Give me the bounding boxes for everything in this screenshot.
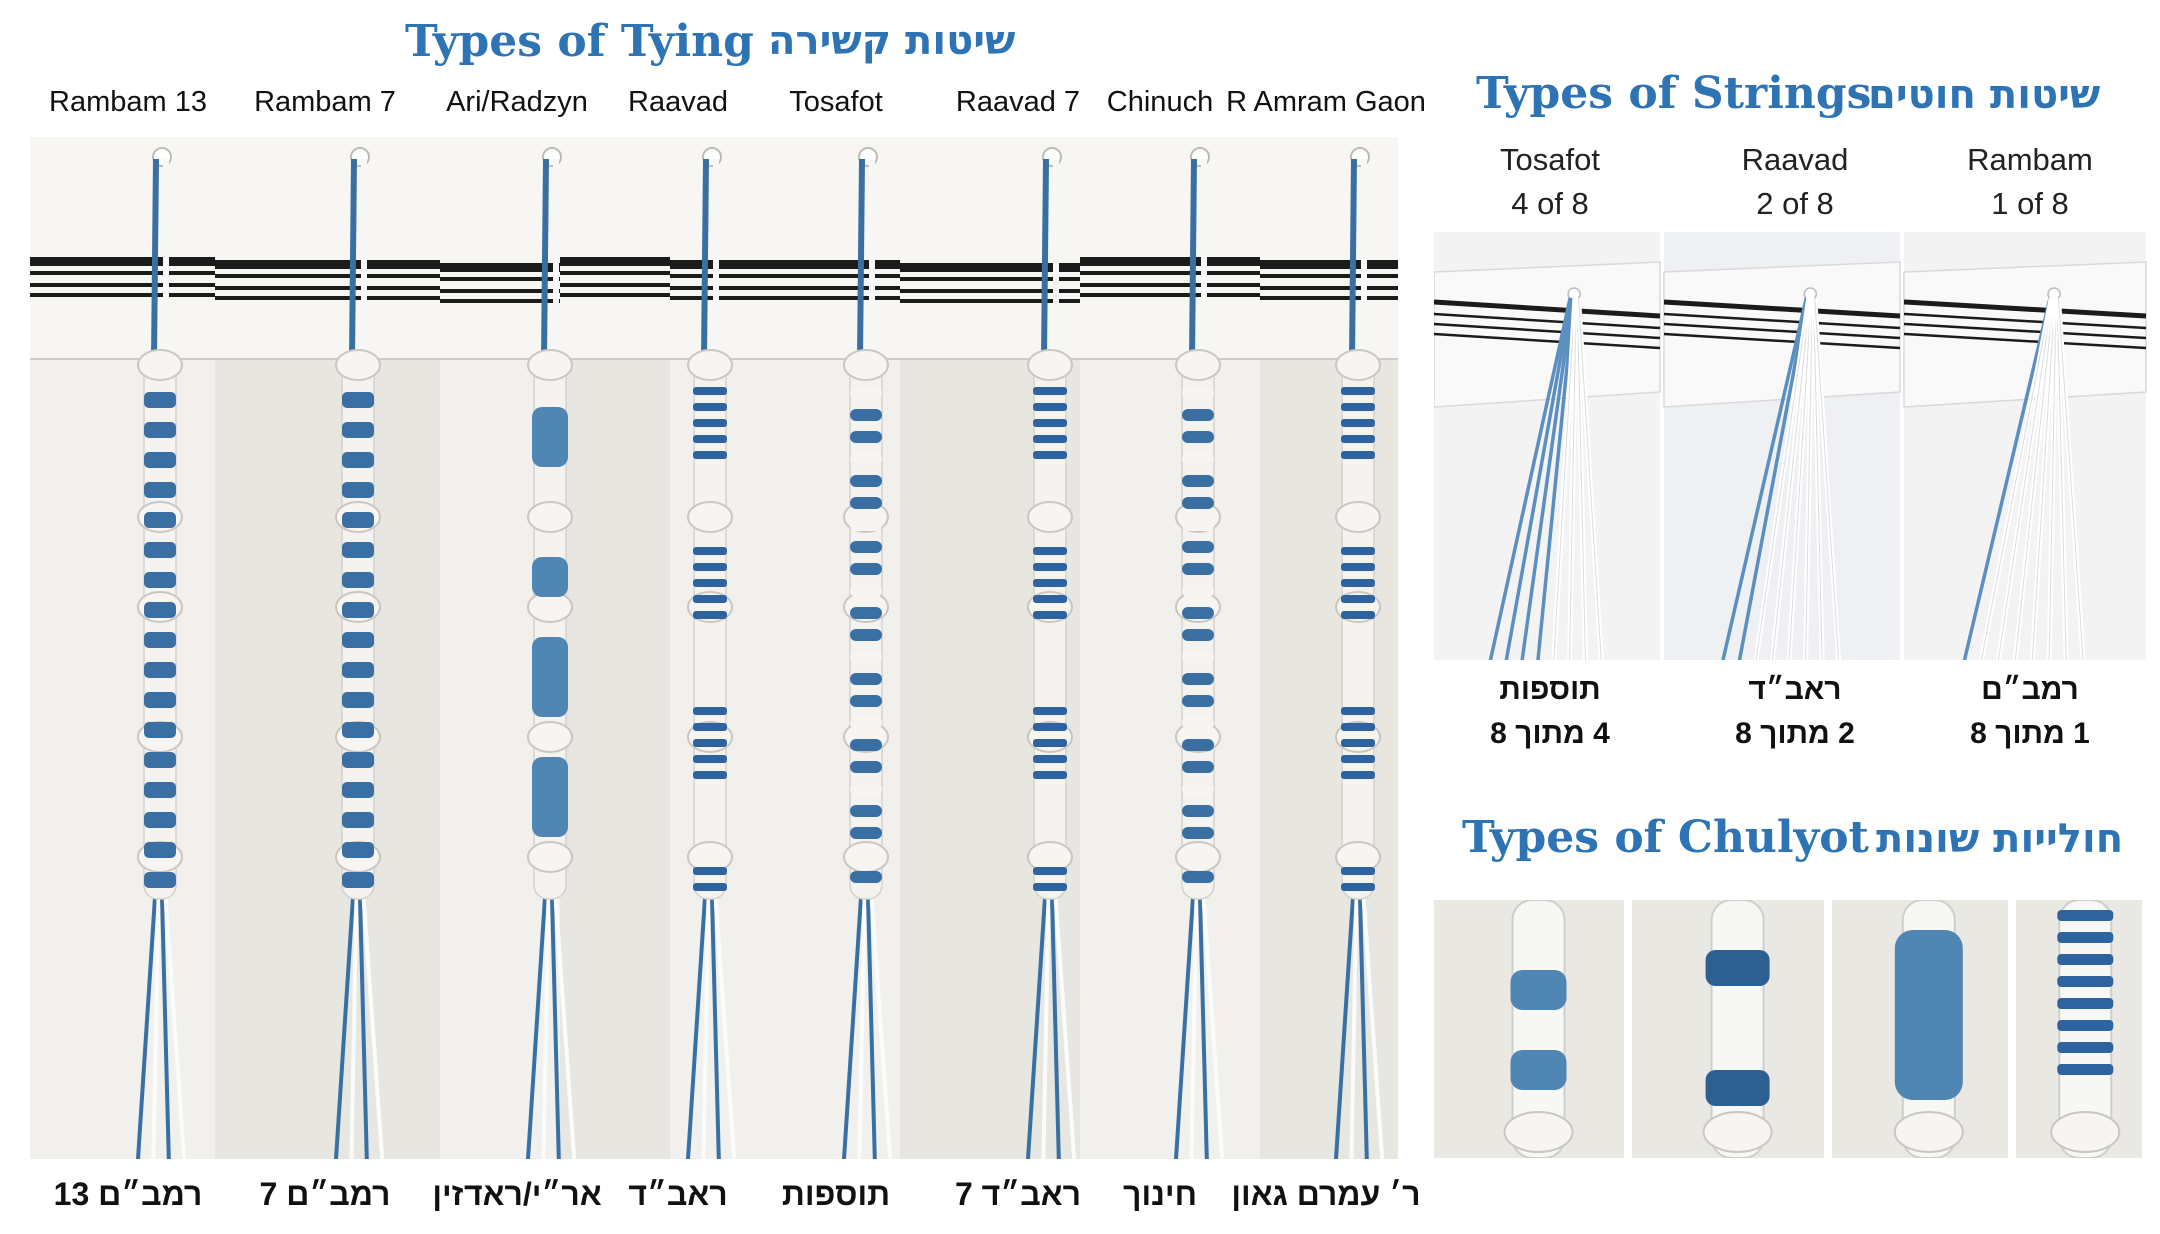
striped-winding xyxy=(693,451,727,459)
chulyot-photo xyxy=(1434,900,2150,1158)
tying-label-en: R Amram Gaon xyxy=(1226,86,1426,118)
strings-panel xyxy=(1904,232,2146,660)
blue-winding xyxy=(144,662,176,678)
mixed-winding xyxy=(850,695,882,707)
mixed-winding xyxy=(850,497,882,509)
strings-ratio-en: 4 of 8 xyxy=(1511,186,1589,221)
tallit-stripe xyxy=(215,260,440,269)
blue-winding xyxy=(144,842,176,858)
chulya-stripe xyxy=(2057,932,2113,943)
double-knot xyxy=(336,350,380,380)
strings-illustration xyxy=(1434,232,2150,660)
blue-winding xyxy=(342,692,374,708)
chulya-stripe xyxy=(2057,954,2113,965)
chulya-stripe xyxy=(2057,1064,2113,1075)
chulya-wrap xyxy=(532,407,568,467)
double-knot xyxy=(1028,502,1072,532)
blue-winding xyxy=(342,512,374,528)
mixed-winding xyxy=(1182,629,1214,641)
tying-label-en: Raavad xyxy=(628,86,728,118)
tallit-stripe xyxy=(30,293,215,297)
striped-winding xyxy=(1341,563,1375,571)
tying-label-en: Tosafot xyxy=(789,86,883,118)
blue-winding xyxy=(144,812,176,828)
blue-winding xyxy=(144,482,176,498)
chulya-wrap xyxy=(532,637,568,717)
mixed-winding xyxy=(850,563,882,575)
chulya-winding xyxy=(1511,1050,1567,1090)
strings-name-he: רמב״ם xyxy=(1981,673,2079,706)
loop-string xyxy=(352,159,354,359)
tallit-stripe xyxy=(30,283,215,287)
tallit-stripe xyxy=(560,271,670,275)
mixed-winding xyxy=(850,387,882,399)
double-knot xyxy=(1028,350,1072,380)
striped-winding xyxy=(693,419,727,427)
chulya-stripe xyxy=(2057,976,2113,987)
chulya-panel xyxy=(1434,900,1624,1158)
striped-winding xyxy=(1341,755,1375,763)
striped-winding xyxy=(1033,867,1067,875)
striped-winding xyxy=(1341,739,1375,747)
strings-name-en: Rambam xyxy=(1967,142,2093,177)
striped-winding xyxy=(1341,707,1375,715)
tying-label-en: Chinuch xyxy=(1106,86,1214,118)
striped-winding xyxy=(1033,579,1067,587)
loop-string xyxy=(544,159,546,359)
mixed-winding xyxy=(850,783,882,795)
striped-winding xyxy=(1033,563,1067,571)
striped-winding xyxy=(1033,419,1067,427)
tallit-corner xyxy=(215,137,440,359)
mixed-winding xyxy=(1182,541,1214,553)
striped-winding xyxy=(1033,883,1067,891)
strings-name-en: Tosafot xyxy=(1500,142,1600,177)
tallit-stripe xyxy=(560,257,670,266)
striped-winding xyxy=(693,723,727,731)
blue-winding xyxy=(342,752,374,768)
striped-winding xyxy=(693,595,727,603)
striped-winding xyxy=(1033,595,1067,603)
loop-string xyxy=(154,159,156,359)
striped-winding xyxy=(693,387,727,395)
blue-winding xyxy=(342,632,374,648)
chulyot-title-en: Types of Chulyot xyxy=(1462,812,1869,863)
striped-winding xyxy=(1341,435,1375,443)
tying-label-he: תוספות xyxy=(781,1176,891,1212)
chulya-winding xyxy=(1706,950,1770,986)
blue-winding xyxy=(144,752,176,768)
tallit-corner xyxy=(1904,262,2146,407)
striped-winding xyxy=(1033,755,1067,763)
tallit-corner xyxy=(1080,137,1260,359)
strings-title-he: שיטות חוטים xyxy=(1868,72,2101,118)
chulya-panel xyxy=(1832,900,2008,1158)
double-knot xyxy=(528,502,572,532)
strings-photo xyxy=(1434,232,2150,660)
striped-winding xyxy=(693,771,727,779)
mixed-winding xyxy=(1182,783,1214,795)
blue-winding xyxy=(144,722,176,738)
strings-panel xyxy=(1434,232,1660,660)
tallit-stripe xyxy=(1080,283,1260,287)
chulya-stripe xyxy=(2057,1020,2113,1031)
double-knot xyxy=(844,350,888,380)
mixed-winding xyxy=(1182,453,1214,465)
striped-winding xyxy=(1341,611,1375,619)
mixed-winding xyxy=(1182,695,1214,707)
mixed-winding xyxy=(1182,827,1214,839)
mixed-winding xyxy=(1182,739,1214,751)
tying-label-he: חינוך xyxy=(1123,1176,1197,1212)
striped-winding xyxy=(1033,435,1067,443)
blue-winding xyxy=(144,422,176,438)
mixed-winding xyxy=(850,431,882,443)
mixed-winding xyxy=(850,673,882,685)
striped-winding xyxy=(693,883,727,891)
blue-winding xyxy=(342,392,374,408)
mixed-winding xyxy=(1182,431,1214,443)
striped-winding xyxy=(1341,579,1375,587)
mixed-winding xyxy=(850,409,882,421)
mixed-winding xyxy=(850,717,882,729)
strings-ratio-he: 2 מתוך 8 xyxy=(1735,717,1855,750)
chulya-stripe xyxy=(2057,998,2113,1009)
chulya-stripe xyxy=(2057,910,2113,921)
blue-winding xyxy=(144,692,176,708)
striped-winding xyxy=(1033,771,1067,779)
mixed-winding xyxy=(850,827,882,839)
mixed-winding xyxy=(1182,805,1214,817)
double-knot xyxy=(528,722,572,752)
blue-winding xyxy=(144,452,176,468)
double-knot xyxy=(1176,350,1220,380)
striped-winding xyxy=(1341,723,1375,731)
tying-label-en: Rambam 7 xyxy=(254,86,396,118)
mixed-winding xyxy=(1182,519,1214,531)
chulya-knot xyxy=(1505,1112,1573,1152)
loop-string xyxy=(860,159,862,359)
striped-winding xyxy=(1033,387,1067,395)
tying-title-en: Types of Tying xyxy=(405,16,754,67)
blue-winding xyxy=(342,572,374,588)
mixed-winding xyxy=(850,739,882,751)
tying-label-he: ראב״ד xyxy=(628,1176,728,1212)
chulya-stripe xyxy=(2057,1042,2113,1053)
striped-winding xyxy=(1033,451,1067,459)
tallit-stripe xyxy=(215,274,440,278)
striped-winding xyxy=(693,547,727,555)
striped-winding xyxy=(1341,771,1375,779)
mixed-winding xyxy=(850,585,882,597)
striped-winding xyxy=(693,739,727,747)
blue-winding xyxy=(144,782,176,798)
tying-tzitzit-illustration xyxy=(30,137,1398,1159)
striped-winding xyxy=(693,435,727,443)
striped-winding xyxy=(693,755,727,763)
striped-winding xyxy=(1033,611,1067,619)
chulya-winding xyxy=(1511,970,1567,1010)
striped-winding xyxy=(1341,387,1375,395)
tying-label-en: Ari/Radzyn xyxy=(446,86,588,118)
tallit-stripe xyxy=(215,286,440,290)
tallit-stripe xyxy=(30,257,215,266)
striped-winding xyxy=(1341,547,1375,555)
blue-winding xyxy=(342,782,374,798)
blue-winding xyxy=(342,452,374,468)
striped-winding xyxy=(1033,707,1067,715)
blue-winding xyxy=(342,422,374,438)
blue-winding xyxy=(342,872,374,888)
mixed-winding xyxy=(850,805,882,817)
mixed-winding xyxy=(1182,849,1214,861)
loop-string xyxy=(1192,159,1194,359)
mixed-winding xyxy=(1182,651,1214,663)
striped-winding xyxy=(693,867,727,875)
tying-label-en: Rambam 13 xyxy=(49,86,207,118)
loop-string xyxy=(1352,159,1354,359)
double-knot xyxy=(528,350,572,380)
strings-name-he: תוספות xyxy=(1499,673,1601,706)
mixed-winding xyxy=(1182,563,1214,575)
tallit-stripe xyxy=(1080,257,1260,266)
blue-winding xyxy=(342,842,374,858)
chulya-wrap xyxy=(532,757,568,837)
striped-winding xyxy=(1341,883,1375,891)
mixed-winding xyxy=(850,519,882,531)
striped-winding xyxy=(1341,867,1375,875)
chulyot-title-he: חולייות שונות xyxy=(1876,816,2124,862)
blue-winding xyxy=(342,482,374,498)
chulya-winding xyxy=(1706,1070,1770,1106)
tallit-corner xyxy=(30,137,215,359)
mixed-winding xyxy=(1182,409,1214,421)
strings-ratio-en: 2 of 8 xyxy=(1756,186,1834,221)
tying-label-he: רמב״ם 13 xyxy=(53,1176,203,1212)
mixed-winding xyxy=(1182,387,1214,399)
blue-winding xyxy=(144,392,176,408)
tallit-stripe xyxy=(1260,260,1398,269)
blue-winding xyxy=(342,812,374,828)
striped-winding xyxy=(693,707,727,715)
striped-winding xyxy=(693,611,727,619)
striped-winding xyxy=(1033,739,1067,747)
striped-winding xyxy=(693,563,727,571)
strings-ratio-en: 1 of 8 xyxy=(1991,186,2069,221)
chulya-knot xyxy=(2051,1112,2119,1152)
mixed-winding xyxy=(1182,717,1214,729)
tying-photo xyxy=(30,137,1398,1159)
tying-label-he: רמב״ם 7 xyxy=(259,1176,391,1212)
striped-winding xyxy=(1033,547,1067,555)
mixed-winding xyxy=(1182,871,1214,883)
tying-label-en: Raavad 7 xyxy=(955,86,1081,118)
mixed-winding xyxy=(1182,607,1214,619)
striped-winding xyxy=(693,403,727,411)
strings-panel xyxy=(1664,232,1900,660)
tallit-stripe xyxy=(1080,271,1260,275)
double-knot xyxy=(528,842,572,872)
chulya-knot xyxy=(1704,1112,1772,1152)
tying-title-he: שיטות קשירה xyxy=(768,18,1016,64)
double-knot xyxy=(688,350,732,380)
striped-winding xyxy=(1033,403,1067,411)
tallit-stripe xyxy=(1260,296,1398,300)
mixed-winding xyxy=(850,871,882,883)
blue-winding xyxy=(342,542,374,558)
blue-winding xyxy=(144,632,176,648)
strings-ratio-he: 1 מתוך 8 xyxy=(1970,717,2090,750)
mixed-winding xyxy=(1182,475,1214,487)
strings-name-en: Raavad xyxy=(1741,142,1849,177)
chulya-wrap xyxy=(532,557,568,597)
strings-title-en: Types of Strings xyxy=(1476,68,1872,119)
tallit-stripe xyxy=(30,271,215,275)
tallit-corner xyxy=(1664,262,1900,407)
blue-winding xyxy=(342,722,374,738)
tallit-stripe xyxy=(215,296,440,300)
blue-winding xyxy=(144,542,176,558)
double-knot xyxy=(1336,350,1380,380)
mixed-winding xyxy=(1182,497,1214,509)
striped-winding xyxy=(1341,451,1375,459)
tallit-stripe xyxy=(1260,274,1398,278)
blue-winding xyxy=(342,602,374,618)
strings-ratio-he: 4 מתוך 8 xyxy=(1490,717,1610,750)
strings-name-he: ראב״ד xyxy=(1748,673,1842,706)
mixed-winding xyxy=(850,607,882,619)
striped-winding xyxy=(1341,595,1375,603)
mixed-winding xyxy=(850,541,882,553)
mixed-winding xyxy=(850,849,882,861)
blue-winding xyxy=(144,602,176,618)
tying-label-he: אר״י/ראדזין xyxy=(432,1176,602,1212)
mixed-winding xyxy=(850,651,882,663)
chulyot-illustration xyxy=(1434,900,2150,1158)
striped-winding xyxy=(1341,419,1375,427)
tallit-corner xyxy=(1260,137,1398,359)
chulya-knot xyxy=(1895,1112,1963,1152)
double-knot xyxy=(1336,502,1380,532)
mixed-winding xyxy=(850,761,882,773)
blue-winding xyxy=(144,512,176,528)
blue-winding xyxy=(144,872,176,888)
striped-winding xyxy=(1341,403,1375,411)
tallit-corner xyxy=(1434,262,1660,407)
striped-winding xyxy=(693,579,727,587)
chulya-panel xyxy=(2016,900,2142,1158)
mixed-winding xyxy=(850,453,882,465)
mixed-winding xyxy=(1182,585,1214,597)
blue-winding xyxy=(342,662,374,678)
loop-string xyxy=(704,159,706,359)
tallit-stripe xyxy=(560,283,670,287)
mixed-winding xyxy=(850,475,882,487)
double-knot xyxy=(138,350,182,380)
chulya-panel xyxy=(1632,900,1824,1158)
tying-label-he: ראב״ד 7 xyxy=(954,1176,1082,1212)
chulya-wrap xyxy=(1895,930,1963,1100)
mixed-winding xyxy=(1182,761,1214,773)
tallit-corner xyxy=(560,137,670,359)
tying-label-he: ר׳ עמרם גאון xyxy=(1231,1176,1421,1212)
striped-winding xyxy=(1033,723,1067,731)
mixed-winding xyxy=(1182,673,1214,685)
tallit-stripe xyxy=(1260,286,1398,290)
tallit-stripe xyxy=(1080,293,1260,297)
double-knot xyxy=(688,502,732,532)
blue-winding xyxy=(144,572,176,588)
loop-string xyxy=(1044,159,1046,359)
mixed-winding xyxy=(850,629,882,641)
tallit-stripe xyxy=(560,293,670,297)
